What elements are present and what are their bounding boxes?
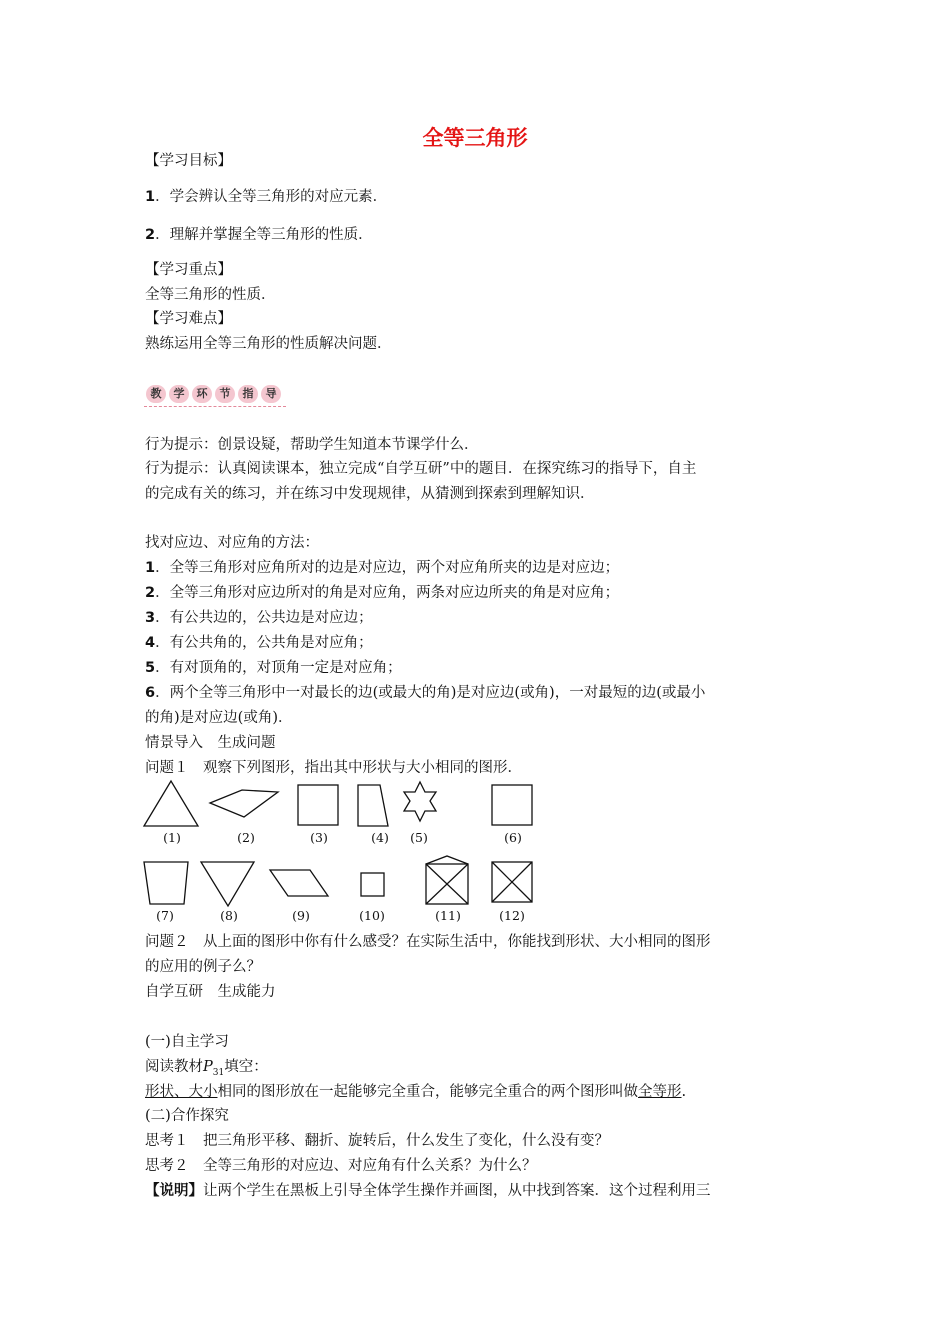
think-2: 思考２ 全等三角形的对应边、对应角有什么关系？为什么？ — [145, 1158, 537, 1174]
shapes-drawing — [140, 778, 560, 928]
method-item-5 — [145, 659, 402, 677]
figure-label: (11) — [435, 908, 461, 923]
read-suffix: 填空： — [224, 1059, 268, 1075]
shape-11-roof — [426, 856, 468, 864]
goal-item-1 — [145, 188, 387, 206]
figure-label: (4) — [371, 830, 389, 845]
figure-label: (5) — [410, 830, 428, 845]
method-item-2 — [145, 584, 619, 602]
method-text: ．两个全等三角形中一对最长的边(或最大的角)是对应边(或角)，一对最短的边(或最小 — [155, 685, 706, 701]
section-selfstudy-heading: 自学互研 生成能力 — [145, 984, 276, 1000]
goals-heading: 【学习目标】 — [145, 153, 232, 169]
banner-char: 学 — [169, 385, 189, 403]
shape-2-rhombus — [210, 790, 278, 817]
shape-6-square — [492, 785, 532, 825]
hint-line-3: 的完成有关的练习，并在练习中发现规律，从猜测到探索到理解知识． — [145, 486, 595, 502]
banner-char: 导 — [261, 385, 281, 403]
figure-label: (10) — [359, 908, 385, 923]
method-item-1 — [145, 559, 619, 577]
method-num: 4 — [145, 635, 156, 651]
fill-in-line — [145, 1083, 686, 1101]
shape-7-trapezoid — [144, 862, 188, 904]
shape-5-star — [404, 782, 436, 821]
question-1: 问题１ 观察下列图形，指出其中形状与大小相同的图形． — [145, 760, 522, 776]
method-heading: 找对应边、对应角的方法： — [145, 535, 319, 551]
method-num: 2 — [145, 585, 156, 601]
method-item-3 — [145, 609, 373, 627]
method-num: 6 — [145, 685, 156, 701]
fill-end: . — [681, 1084, 687, 1100]
question-2-line-2: 的应用的例子么？ — [145, 959, 261, 975]
banner-char: 环 — [192, 385, 212, 403]
method-item-6 — [145, 684, 705, 702]
shape-4-trapezoid — [358, 785, 388, 826]
figure-label: (7) — [156, 908, 174, 923]
goal-num-2: 2 — [145, 227, 156, 243]
fill-answer-1: 形状、大小 — [145, 1084, 218, 1100]
coop-heading: (二)合作探究 — [145, 1108, 229, 1124]
shape-3-square — [298, 785, 338, 825]
method-text: ．全等三角形对应边所对的角是对应角，两条对应边所夹的角是对应角； — [155, 585, 620, 601]
hint-line-1: 行为提示：创景设疑，帮助学生知道本节课学什么． — [145, 437, 479, 453]
goal-text-2: ．理解并掌握全等三角形的性质． — [155, 227, 373, 243]
page-ref-number: 31 — [212, 1067, 225, 1078]
question-2-line-1: 问题２ 从上面的图形中你有什么感受？在实际生活中，你能找到形状、大小相同的图形 — [145, 934, 711, 950]
method-num: 1 — [145, 560, 156, 576]
shape-10-small-square — [361, 873, 384, 896]
read-textbook-line — [145, 1058, 268, 1082]
goal-num-1: 1 — [145, 189, 156, 205]
fill-answer-2: 全等形 — [638, 1084, 682, 1100]
difficulty-text: 熟练运用全等三角形的性质解决问题． — [145, 336, 392, 352]
focus-text: 全等三角形的性质． — [145, 287, 276, 303]
goal-item-2 — [145, 226, 373, 244]
note-text: 让两个学生在黑板上引导全体学生操作并画图，从中找到答案．这个过程利用三 — [203, 1183, 711, 1199]
banner-char: 节 — [215, 385, 235, 403]
note-label: 【说明】 — [145, 1182, 203, 1199]
method-num: 5 — [145, 660, 156, 676]
figure-label: (3) — [310, 830, 328, 845]
shapes-figure — [140, 778, 560, 928]
figure-label: (9) — [292, 908, 310, 923]
shape-1-triangle — [144, 781, 198, 826]
method-text: ．有公共边的，公共边是对应边； — [155, 610, 373, 626]
teaching-guide-banner — [144, 383, 286, 409]
method-text: ．全等三角形对应角所对的边是对应边，两个对应角所夹的边是对应边； — [155, 560, 620, 576]
difficulty-heading: 【学习难点】 — [145, 311, 232, 327]
self-study-heading: (一)自主学习 — [145, 1034, 229, 1050]
page-ref: P — [203, 1059, 213, 1075]
note-line — [145, 1182, 711, 1200]
hint-line-2: 行为提示：认真阅读课本，独立完成“自学互研”中的题目．在探究练习的指导下，自主 — [145, 461, 697, 477]
figure-label: (1) — [163, 830, 181, 845]
section-intro-heading: 情景导入 生成问题 — [145, 735, 276, 751]
figure-label: (8) — [220, 908, 238, 923]
method-text: ．有对顶角的，对顶角一定是对应角； — [155, 660, 402, 676]
shape-9-parallelogram — [270, 870, 328, 896]
method-num: 3 — [145, 610, 156, 626]
figure-label: (2) — [237, 830, 255, 845]
banner-char: 指 — [238, 385, 258, 403]
method-item-4 — [145, 634, 373, 652]
fill-middle-text: 相同的图形放在一起能够完全重合，能够完全重合的两个图形叫做 — [217, 1084, 638, 1100]
focus-heading: 【学习重点】 — [145, 262, 232, 278]
method-continuation: 的角)是对应边(或角)． — [145, 710, 293, 726]
shape-8-triangle — [201, 862, 254, 906]
page-title: 全等三角形 — [422, 126, 528, 150]
read-prefix: 阅读教材 — [145, 1059, 203, 1075]
figure-label: (6) — [504, 830, 522, 845]
method-text: ．有公共角的，公共角是对应角； — [155, 635, 373, 651]
banner-underline — [144, 406, 286, 407]
banner-char: 教 — [146, 385, 166, 403]
goal-text-1: ．学会辨认全等三角形的对应元素． — [155, 189, 388, 205]
think-1: 思考１ 把三角形平移、翻折、旋转后，什么发生了变化，什么没有变？ — [145, 1133, 609, 1149]
figure-label: (12) — [499, 908, 525, 923]
